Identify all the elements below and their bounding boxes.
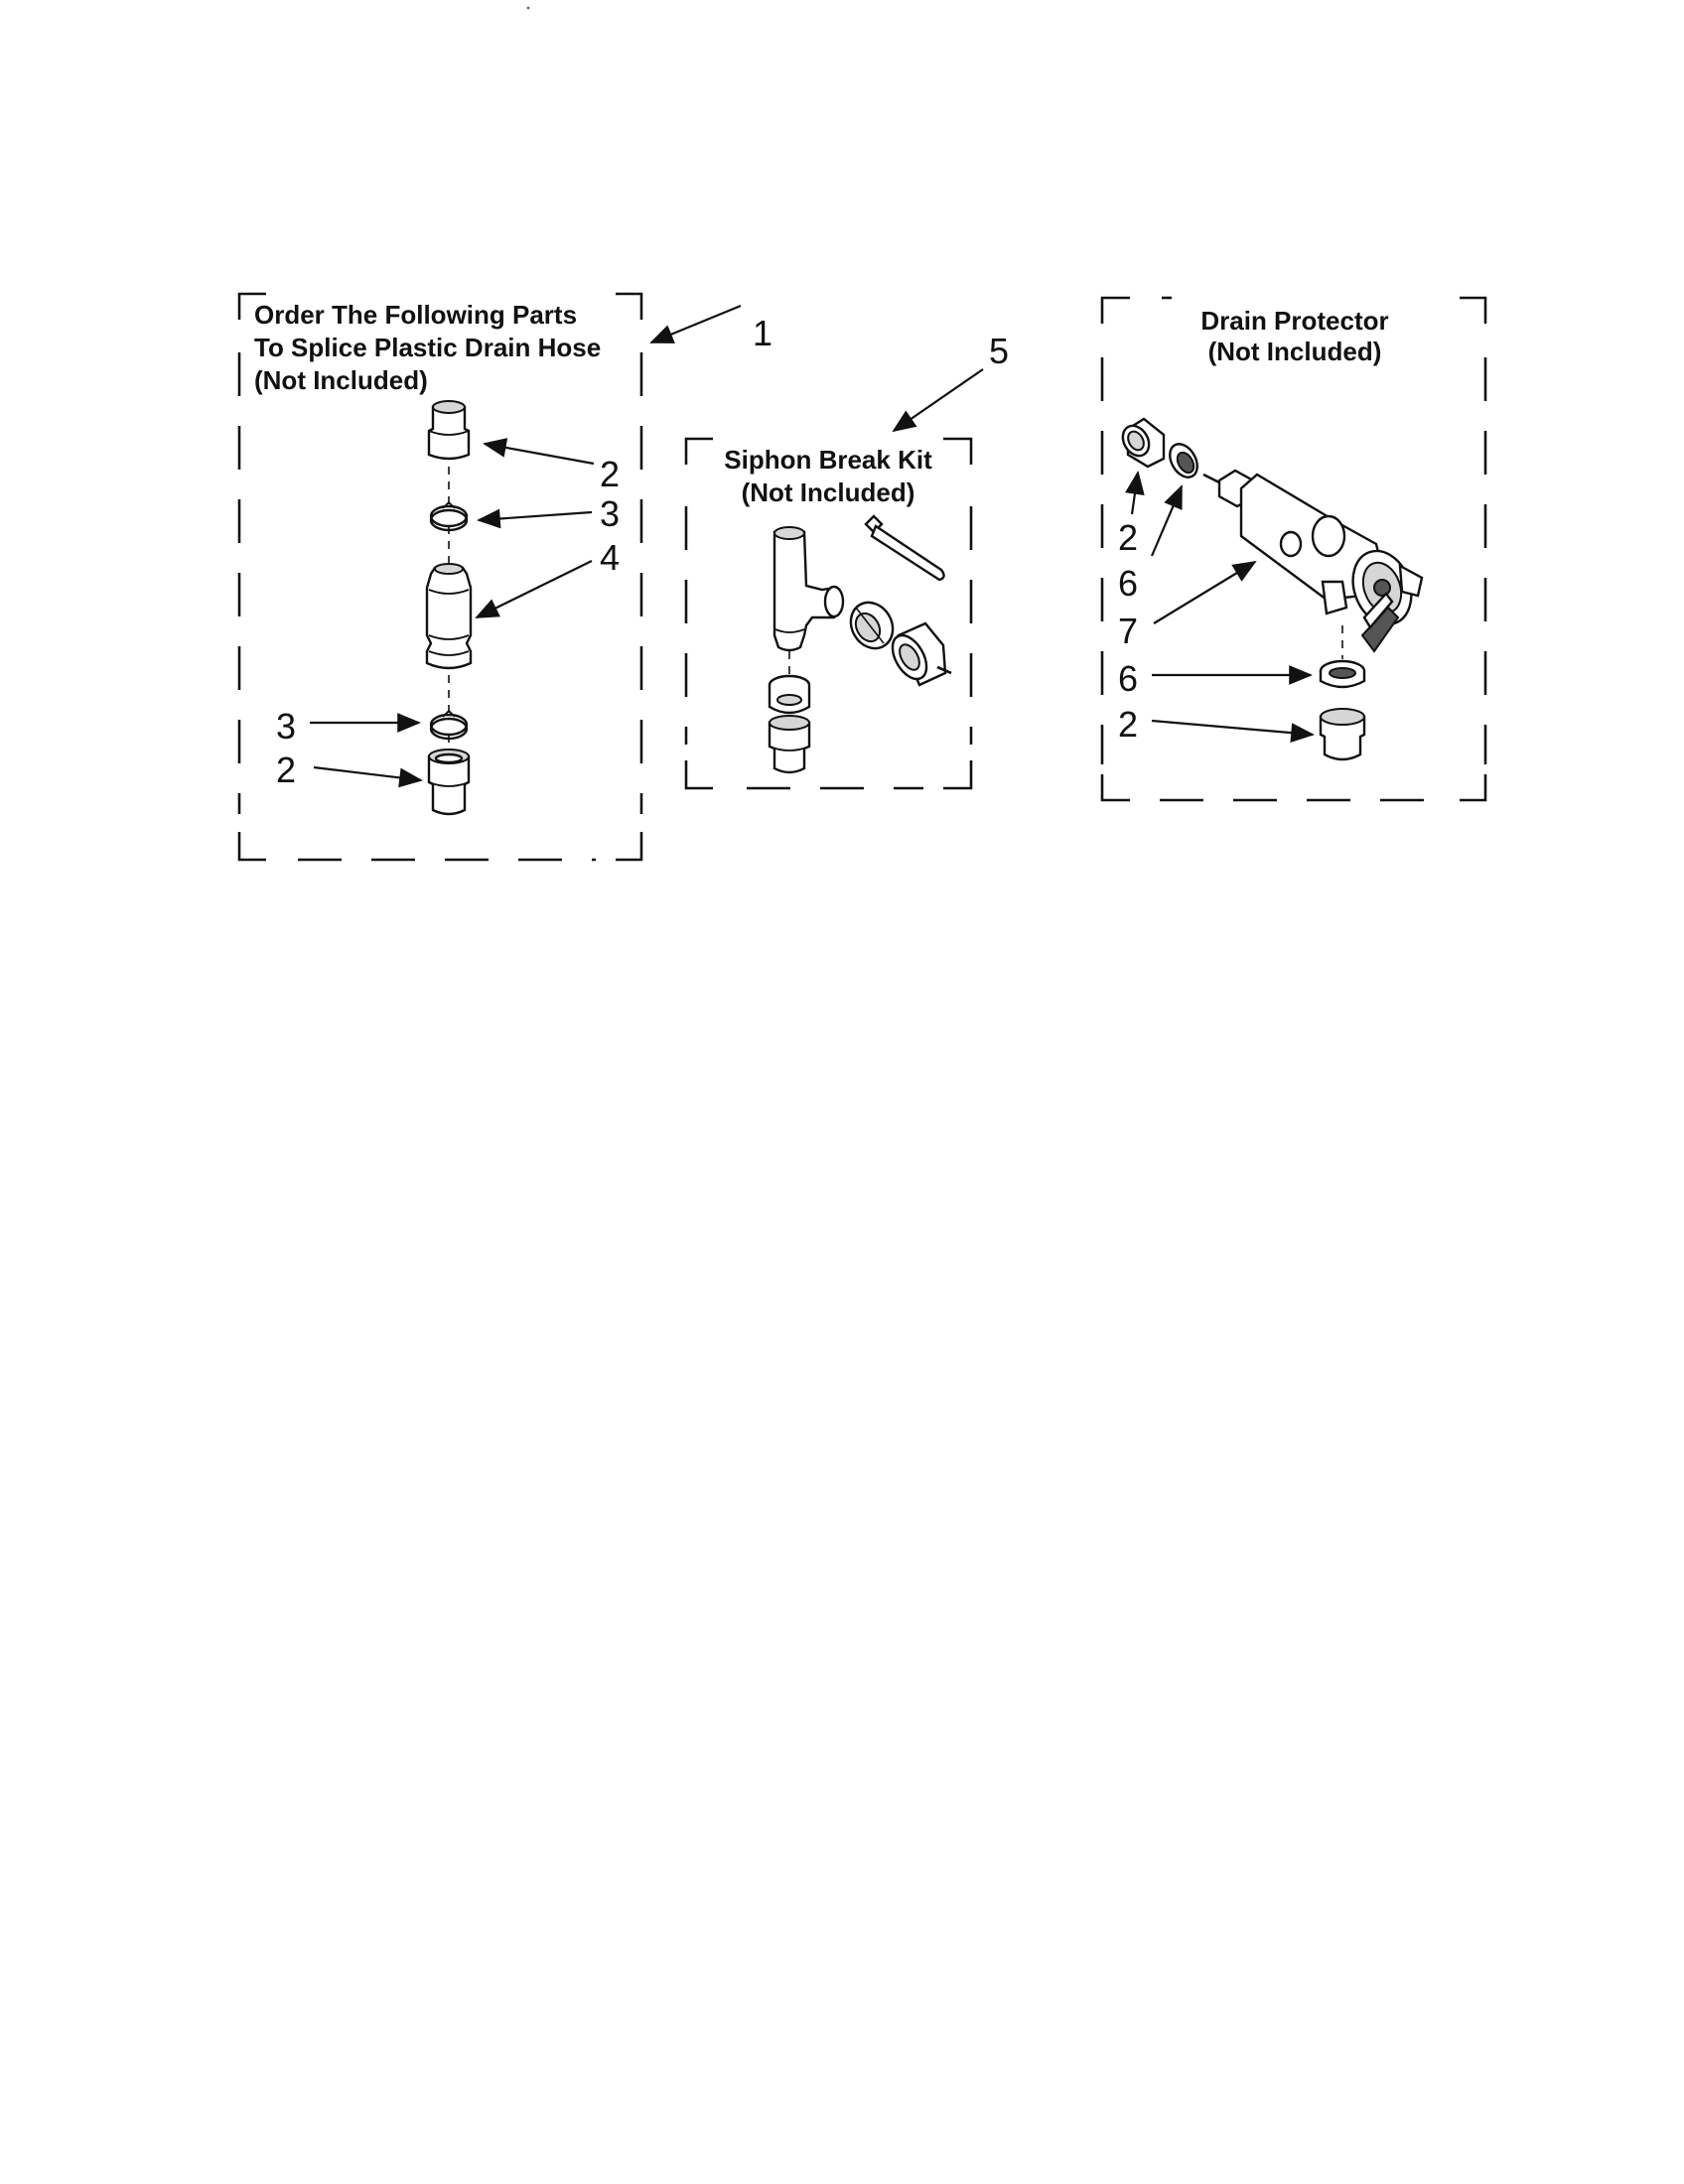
protector-connector-top	[1118, 419, 1164, 467]
box-corner-bottom-left	[686, 760, 713, 788]
hose-connector-bottom	[429, 750, 469, 814]
siphon-connector-side	[886, 623, 951, 685]
box-corner-bottom-left	[1102, 774, 1130, 800]
protector-body	[1203, 471, 1422, 651]
callout-kit-5: 5	[989, 331, 1010, 371]
protector-connector-bottom	[1321, 709, 1364, 759]
callout-bottom-clamp: 3	[276, 706, 297, 747]
box-corner-top-right	[616, 294, 641, 320]
scan-mark	[527, 7, 530, 10]
leader-splice	[477, 561, 592, 617]
leader-bottom-connector	[314, 767, 421, 780]
leader-kit-5	[894, 369, 983, 431]
hose-clamp-bottom	[431, 711, 467, 739]
box-corner-bottom-right	[1460, 774, 1485, 800]
leader-top-connector	[1132, 473, 1138, 514]
leader-top-clamp	[479, 512, 592, 520]
callout-splice: 4	[600, 537, 621, 578]
box-corner-top-right	[1460, 298, 1485, 324]
callout-top-clamp: 6	[1118, 563, 1139, 604]
leader-body	[1154, 562, 1255, 623]
kit-siphon-break	[686, 331, 1009, 788]
box-corner-top-left	[686, 439, 713, 465]
box-corner-top-right	[943, 439, 971, 465]
siphon-clamp-bottom	[770, 676, 809, 713]
kit-drain-protector	[1102, 298, 1485, 800]
leader-bottom-connector	[1152, 721, 1313, 735]
box-corner-bottom-right	[616, 832, 641, 860]
callout-bottom-connector: 2	[276, 750, 297, 790]
box-corner-bottom-right	[943, 760, 971, 788]
leader-top-connector	[485, 444, 594, 464]
hose-connector-top	[429, 401, 469, 459]
callout-body: 7	[1118, 611, 1139, 651]
callout-top-connector: 2	[1118, 517, 1139, 558]
siphon-connector-bottom	[770, 716, 809, 772]
callout-bottom-clamp: 6	[1118, 658, 1139, 699]
kit-title-line-1: Siphon Break Kit	[724, 445, 932, 475]
callout-kit-1: 1	[753, 313, 773, 353]
leader-kit-1	[651, 306, 741, 342]
kit-title-line-2: To Splice Plastic Drain Hose	[254, 333, 602, 362]
leader-top-clamp	[1152, 486, 1182, 556]
hose-clamp-top	[431, 502, 467, 530]
kit-title-line-1: Order The Following Parts	[254, 300, 578, 330]
protector-clamp-top	[1165, 439, 1203, 481]
kit-title-line-2: (Not Included)	[741, 478, 915, 507]
callout-top-clamp: 3	[600, 493, 621, 534]
siphon-tee	[774, 527, 843, 650]
protector-clamp-bottom	[1321, 661, 1364, 687]
callout-top-connector: 2	[600, 454, 621, 494]
callout-bottom-connector: 2	[1118, 704, 1139, 745]
kit-title-line-3: (Not Included)	[254, 365, 428, 395]
box-corner-top-left	[1102, 298, 1130, 324]
kit-title-line-1: Drain Protector	[1200, 306, 1389, 336]
siphon-tie-strap	[866, 516, 944, 580]
hose-splice	[427, 564, 471, 668]
kit-title-line-2: (Not Included)	[1207, 337, 1382, 366]
box-corner-bottom-left	[239, 832, 266, 860]
kit-drain-hose-splice	[239, 294, 772, 860]
